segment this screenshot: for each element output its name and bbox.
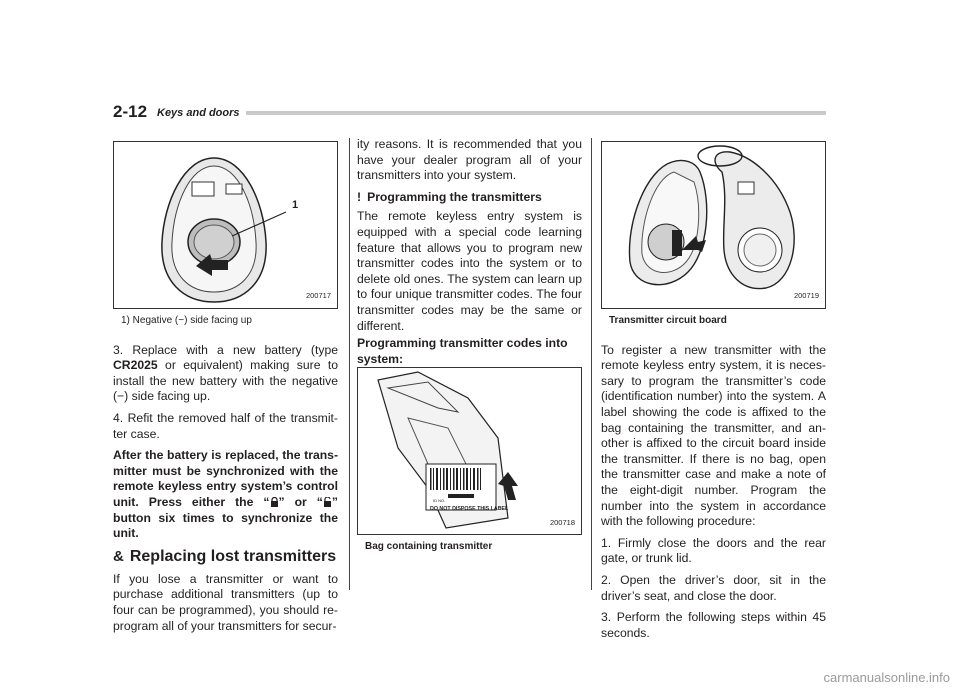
lock-icon: [270, 497, 279, 507]
register-paragraph: To register a new transmitter with the remote keyless entry system, it is neces-sary to program the transmitter’s code (identification number) into the system. A label showing the code is affixed to the bag containing the transmitter, and an-other is affixed to the circuit board inside the transmitter. If there is no bag, open the transmitter case and make a note of the eight-digit number. Program the number into the system in accordance with the following procedure:: [601, 342, 826, 529]
circuit-board-figure: [601, 141, 826, 309]
column-divider-1: [349, 138, 350, 590]
step-4: 4. Refit the removed half of the transmit-ter case.: [113, 410, 338, 441]
section-heading: & Replacing lost transmitters: [113, 547, 337, 565]
column-1: [113, 141, 338, 640]
figure-id: 200718: [549, 517, 575, 527]
battery-figure: [113, 141, 338, 309]
transmitter-battery-illustration: [114, 142, 337, 308]
subheading: ! Programming the transmitters: [357, 189, 542, 204]
page-header: [113, 102, 826, 124]
column-divider-2: [591, 138, 592, 590]
battery-type: CR2025: [113, 358, 158, 373]
section-title: Keys and doors: [157, 107, 240, 119]
step-2: 2. Open the driver’s door, sit in the driver’s seat, and close the door.: [601, 572, 826, 603]
step-3: 3. Perform the following steps within 45 seconds.: [601, 610, 826, 640]
circuit-board-illustration: [602, 142, 825, 308]
bag-figure: [357, 367, 582, 535]
column-3: [601, 141, 826, 647]
column-2: [357, 137, 582, 569]
subheading-marker: !: [357, 189, 362, 204]
unlock-icon: [323, 497, 332, 507]
figure-id: 200717: [305, 291, 331, 301]
watermark: carmanualsonline.info: [823, 670, 950, 685]
figure-caption: 1) Negative (−) side facing up: [121, 315, 252, 326]
page-number: 2-12: [113, 102, 148, 121]
figure-id: 200719: [793, 291, 819, 301]
codes-heading: Programming transmitter codes into system:: [357, 336, 568, 366]
heading-marker: &: [113, 547, 124, 565]
programming-paragraph: The remote keyless entry system is equipped with a special code learning feature that allows you to program new transmitter codes into the system or to delete old ones. The system can learn up to four unique transmitter codes. The four transmitter codes may be the same or different.: [357, 209, 582, 333]
bag-label-text: DO NOT DISPOSE THIS LABEL: [430, 506, 509, 513]
figure-caption: Bag containing transmitter: [365, 541, 493, 553]
bag-id-label: ID NO.: [433, 498, 446, 504]
figure-caption: Transmitter circuit board: [609, 315, 727, 326]
callout-1: 1: [292, 199, 299, 211]
continuation-paragraph: ity reasons. It is recommended that you have your dealer program all of your transmitters into your system.: [357, 137, 582, 183]
header-rule: [246, 111, 826, 115]
step-1: 1. Firmly close the doors and the rear gate, or trunk lid.: [601, 535, 826, 566]
sync-note: After the battery is replaced, the trans-mitter must be synchronized with the remote keyless entry system’s control unit. Press either the “ ” or “ ” button six times to synchronize the unit.: [113, 448, 338, 541]
step-3: 3. Replace with a new battery (type CR2025 or equivalent) making sure to install the new battery with the negative (−) side facing up.: [113, 342, 338, 404]
lost-transmitter-paragraph: If you lose a transmitter or want to purchase additional transmitters (up to four can be programmed), you should re-program all of your transmitters for secur-: [113, 571, 338, 633]
